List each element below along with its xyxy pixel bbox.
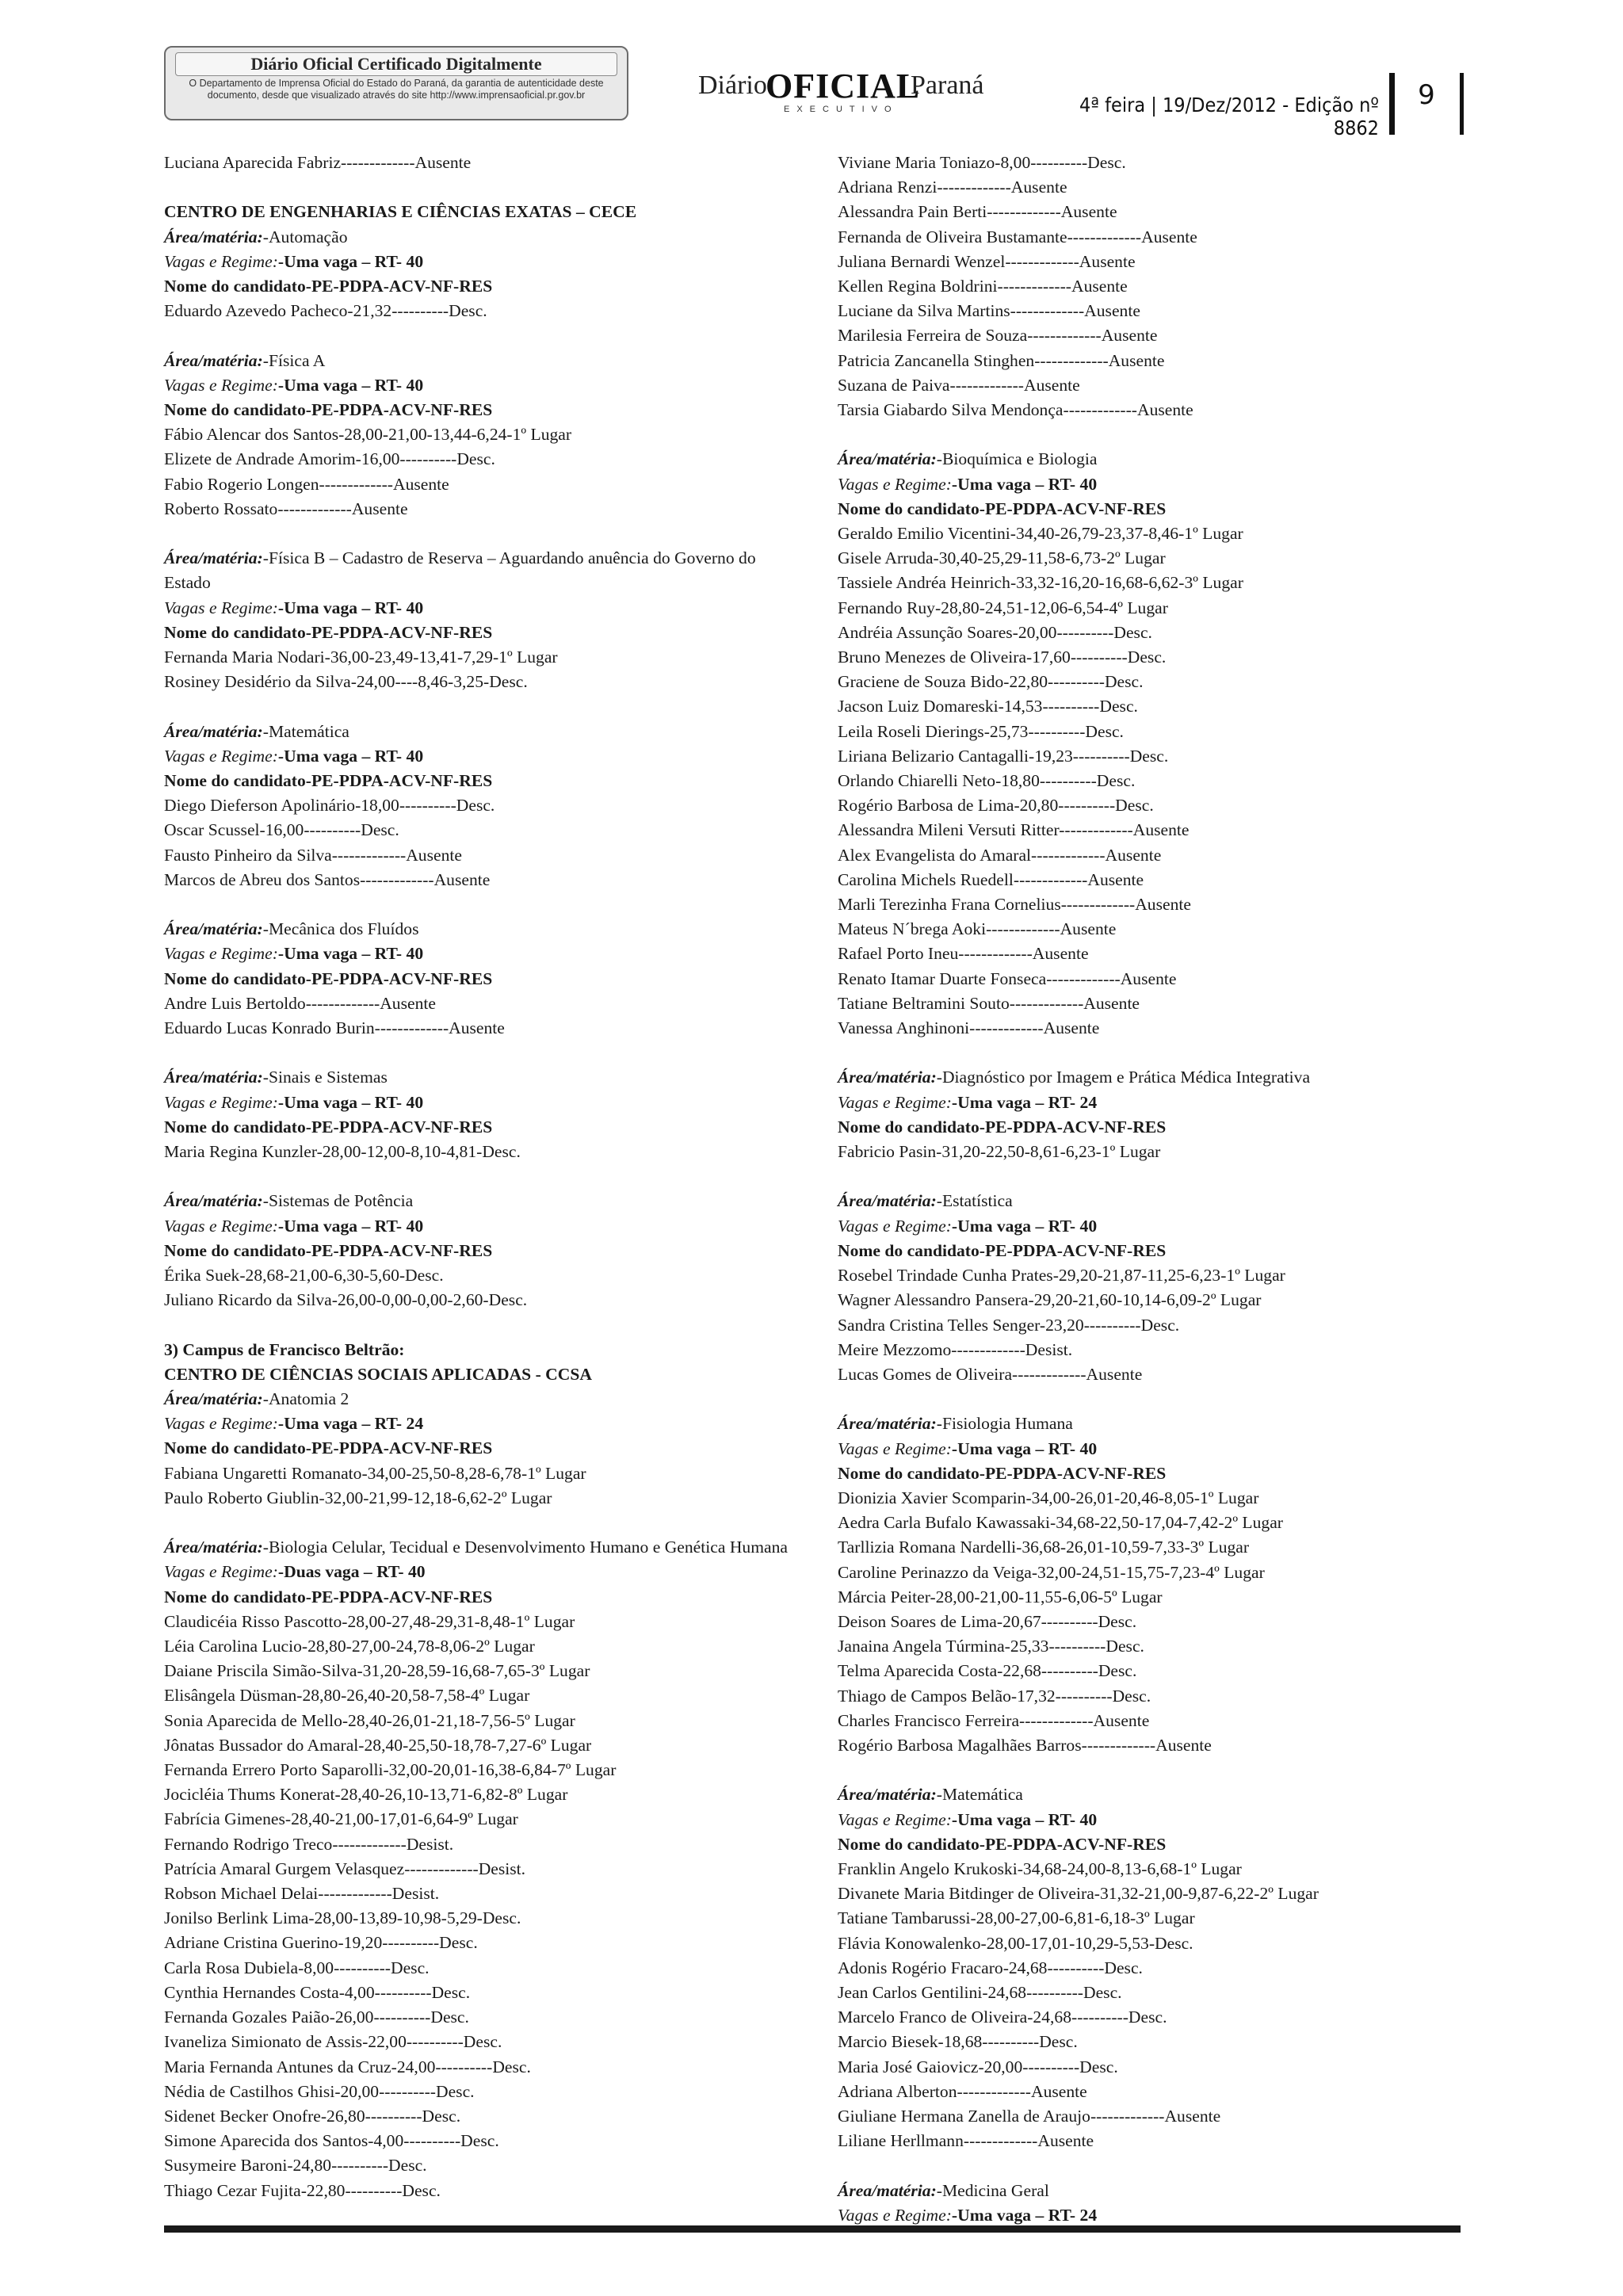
candidate-line: Marli Terezinha Frana Cornelius-------------Ausente [838, 895, 1191, 915]
spacer [838, 1387, 1472, 1412]
candidate-line: Susymeire Baroni-24,80----------Desc. [164, 2156, 427, 2176]
candidate-line: Juliana Bernardi Wenzel-------------Ausente [838, 251, 1136, 271]
vagas-label: Vagas e Regime: [164, 746, 278, 766]
area-value: -Sistemas de Potência [262, 1191, 414, 1211]
candidate-line: Bruno Menezes de Oliveira-17,60----------Desc. [838, 648, 1167, 667]
candidate-line: Jacson Luiz Domareski-14,53----------Desc. [838, 697, 1138, 716]
candidate-line: Diego Dieferson Apolinário-18,00----------Desc. [164, 796, 495, 816]
candidate-line: Elizete de Andrade Amorim-16,00----------Desc. [164, 449, 495, 469]
candidate-line: Carla Rosa Dubiela-8,00----------Desc. [164, 1958, 430, 1977]
candidate-line: Orlando Chiarelli Neto-18,80----------Desc. [838, 771, 1136, 791]
candidate-line: Cynthia Hernandes Costa-4,00----------Desc. [164, 1982, 471, 2002]
area-line [164, 546, 798, 595]
vagas-value: -Uma vaga – RT- 40 [277, 375, 424, 395]
candidate-line: Daiane Priscila Simão-Silva-31,20-28,59-16,68-7,65-3º Lugar [164, 1661, 590, 1681]
area-value: -Fisiologia Humana [936, 1414, 1073, 1434]
spacer [164, 175, 798, 200]
area-value: -Matemática [936, 1785, 1023, 1805]
logo-part-diario: Diário [698, 71, 767, 100]
area-label: Área/matéria: [164, 721, 263, 741]
area-value: -Diagnóstico por Imagem e Prática Médica Integrativa [936, 1068, 1311, 1087]
spacer [838, 1041, 1472, 1065]
header-divider-right [1460, 73, 1464, 135]
candidate-line: Roberto Rossato-------------Ausente [164, 499, 408, 518]
candidate-line: Oscar Scussel-16,00----------Desc. [164, 820, 399, 840]
candidate-line: Mateus N´brega Aoki-------------Ausente [838, 919, 1117, 939]
vagas-value: -Uma vaga – RT- 40 [277, 746, 424, 766]
candidate-line: Thiago Cezar Fujita-22,80----------Desc. [164, 2180, 441, 2200]
column-header-line: Nome do candidato-PE-PDPA-ACV-NF-RES [164, 771, 493, 791]
candidate-line: Sandra Cristina Telles Senger-23,20----------Desc. [838, 1315, 1180, 1335]
area-value: -Sinais e Sistemas [262, 1068, 388, 1087]
area-line [838, 1782, 1472, 1807]
candidate-line: Leila Roseli Dierings-25,73----------Desc. [838, 721, 1124, 741]
candidate-line: Paulo Roberto Giublin-32,00-21,99-12,18-6,62-2º Lugar [164, 1488, 552, 1507]
area-line [164, 1535, 798, 1560]
candidate-line: Fabiana Ungaretti Romanato-34,00-25,50-8,28-6,78-1º Lugar [164, 1463, 586, 1483]
page-number: 9 [1418, 79, 1435, 111]
area-value: -Física B – Cadastro de Reserva – Aguardando anuência do Governo do Estado [164, 548, 756, 593]
area-value: -Mecânica dos Fluídos [262, 919, 419, 939]
candidate-line: Elisângela Düsman-28,80-26,40-20,58-7,58-4º Lugar [164, 1686, 530, 1706]
spacer [838, 1758, 1472, 1782]
candidate-line: Fernando Rodrigo Treco-------------Desist. [164, 1834, 454, 1854]
candidate-line: Andréia Assunção Soares-20,00----------Desc. [838, 622, 1152, 642]
candidate-line: Aedra Carla Bufalo Kawassaki-34,68-22,50-17,04-7,42-2º Lugar [838, 1513, 1283, 1533]
area-value: -Anatomia 2 [262, 1389, 349, 1409]
candidate-line: Rafael Porto Ineu-------------Ausente [838, 944, 1089, 964]
candidate-line: Tarsia Giabardo Silva Mendonça-------------Ausente [838, 400, 1193, 420]
vagas-value: -Uma vaga – RT- 40 [277, 1092, 424, 1112]
vagas-label: Vagas e Regime: [838, 1092, 952, 1112]
candidate-line: Rosebel Trindade Cunha Prates-29,20-21,87-11,25-6,23-1º Lugar [838, 1266, 1285, 1286]
right-column [838, 151, 1472, 2228]
candidate-line: Márcia Peiter-28,00-21,00-11,55-6,06-5º Lugar [838, 1587, 1163, 1606]
vagas-label: Vagas e Regime: [164, 1562, 278, 1582]
vagas-label: Vagas e Regime: [164, 598, 278, 617]
column-header-line: Nome do candidato-PE-PDPA-ACV-NF-RES [838, 1834, 1167, 1854]
vagas-value: -Uma vaga – RT- 40 [951, 1216, 1098, 1236]
vagas-label: Vagas e Regime: [164, 1092, 278, 1112]
candidate-line: Alessandra Pain Berti-------------Ausente [838, 202, 1117, 222]
candidate-line: Franklin Angelo Krukoski-34,68-24,00-8,13-6,68-1º Lugar [838, 1859, 1242, 1878]
candidate-line: Nédia de Castilhos Ghisi-20,00----------Desc. [164, 2081, 475, 2101]
section-heading: 3) Campus de Francisco Beltrão: [164, 1339, 405, 1359]
candidate-line: Fernanda Gozales Paião-26,00----------Desc. [164, 2008, 469, 2027]
spacer [164, 521, 798, 546]
area-label: Área/matéria: [838, 2180, 937, 2200]
column-header-line: Nome do candidato-PE-PDPA-ACV-NF-RES [164, 277, 493, 296]
candidate-line: Suzana de Paiva-------------Ausente [838, 375, 1080, 395]
section-heading: CENTRO DE CIÊNCIAS SOCIAIS APLICADAS - CCSA [164, 1364, 592, 1384]
logo-part-oficial: OFICIAL [766, 67, 921, 105]
diario-oficial-logo [698, 67, 983, 115]
area-line [164, 1189, 798, 1213]
candidate-line: Alessandra Mileni Versuti Ritter-------------Ausente [838, 820, 1190, 840]
candidate-line: Divanete Maria Bitdinger de Oliveira-31,32-21,00-9,87-6,22-2º Lugar [838, 1884, 1319, 1904]
candidate-line: Carolina Michels Ruedell-------------Ausente [838, 869, 1144, 889]
candidate-line: Fabricio Pasin-31,20-22,50-8,61-6,23-1º Lugar [838, 1142, 1161, 1162]
vagas-value: -Uma vaga – RT- 40 [277, 1216, 424, 1236]
candidate-line: Marilesia Ferreira de Souza-------------Ausente [838, 326, 1158, 346]
spacer [164, 892, 798, 917]
candidate-line: Adriana Alberton-------------Ausente [838, 2081, 1087, 2101]
candidate-line: Tatiane Beltramini Souto-------------Ausente [838, 993, 1140, 1013]
digital-certificate-badge [164, 46, 628, 120]
spacer [838, 1164, 1472, 1189]
vagas-line [838, 1808, 1472, 1832]
candidate-line: Robson Michael Delai-------------Desist. [164, 1884, 440, 1904]
certificate-text: O Departamento de Imprensa Oficial do Estado do Paraná, da garantia de autenticidade deste documento, desde que visualizado através do site http://www.imprensaoficial.pr.gov.br [189, 78, 604, 101]
candidate-line: Geraldo Emilio Vicentini-34,40-26,79-23,37-8,46-1º Lugar [838, 524, 1243, 544]
candidate-line: Telma Aparecida Costa-22,68----------Desc. [838, 1661, 1137, 1681]
candidate-line: Wagner Alessandro Pansera-29,20-21,60-10,14-6,09-2º Lugar [838, 1290, 1262, 1310]
vagas-label: Vagas e Regime: [164, 251, 278, 271]
vagas-line [164, 942, 798, 966]
candidate-line: Fabrícia Gimenes-28,40-21,00-17,01-6,64-9º Lugar [164, 1809, 518, 1829]
area-line [164, 349, 798, 373]
vagas-line [164, 596, 798, 621]
candidate-line: Fábio Alencar dos Santos-28,00-21,00-13,44-6,24-1º Lugar [164, 425, 572, 445]
area-label: Área/matéria: [838, 1191, 937, 1211]
vagas-line [838, 1214, 1472, 1239]
candidate-line: Tatiane Tambarussi-28,00-27,00-6,81-6,18-3º Lugar [838, 1908, 1195, 1928]
vagas-value: -Uma vaga – RT- 24 [277, 1414, 424, 1434]
candidate-line: Fernanda Maria Nodari-36,00-23,49-13,41-7,29-1º Lugar [164, 648, 558, 667]
logo-part-parana: Paraná [911, 71, 984, 100]
spacer [164, 1164, 798, 1189]
candidate-line: Andre Luis Bertoldo-------------Ausente [164, 993, 436, 1013]
candidate-line: Patricia Zancanella Stinghen-------------Ausente [838, 350, 1165, 370]
candidate-line: Marcelo Franco de Oliveira-24,68----------Desc. [838, 2008, 1167, 2027]
area-label: Área/matéria: [164, 1068, 263, 1087]
candidate-line: Adonis Rogério Fracaro-24,68----------Desc. [838, 1958, 1143, 1977]
candidate-line: Liriana Belizario Cantagalli-19,23----------Desc. [838, 746, 1169, 766]
footer-rule [164, 2225, 1461, 2233]
vagas-line [838, 2203, 1472, 2228]
candidate-line: Janaina Angela Túrmina-25,33----------Desc. [838, 1637, 1144, 1656]
candidate-line: Simone Aparecida dos Santos-4,00----------Desc. [164, 2131, 499, 2151]
candidate-line: Maria José Gaiovicz-20,00----------Desc. [838, 2057, 1118, 2076]
candidate-line: Tarllizia Romana Nardelli-36,68-26,01-10,59-7,33-3º Lugar [838, 1538, 1250, 1557]
candidate-line: Kellen Regina Boldrini-------------Ausente [838, 277, 1128, 296]
candidate-line: Graciene de Souza Bido-22,80----------Desc. [838, 672, 1144, 692]
candidate-line: Vanessa Anghinoni-------------Ausente [838, 1018, 1100, 1038]
candidate-line: Rogério Barbosa de Lima-20,80----------Desc. [838, 796, 1154, 816]
area-label: Área/matéria: [838, 1785, 937, 1805]
candidate-line: Rosiney Desidério da Silva-24,00----8,46-3,25-Desc. [164, 672, 528, 692]
candidate-line: Adriana Renzi-------------Ausente [838, 178, 1067, 197]
candidate-line: Dionizia Xavier Scomparin-34,00-26,01-20,46-8,05-1º Lugar [838, 1488, 1259, 1507]
column-header-line: Nome do candidato-PE-PDPA-ACV-NF-RES [164, 1438, 493, 1458]
area-label: Área/matéria: [164, 350, 263, 370]
vagas-label: Vagas e Regime: [164, 1216, 278, 1236]
vagas-line [838, 1091, 1472, 1115]
vagas-line [838, 1437, 1472, 1461]
vagas-label: Vagas e Regime: [164, 1414, 278, 1434]
vagas-value: -Uma vaga – RT- 40 [277, 944, 424, 964]
candidate-line: Jocicléia Thums Konerat-28,40-26,10-13,71-6,82-8º Lugar [164, 1785, 568, 1805]
column-header-line: Nome do candidato-PE-PDPA-ACV-NF-RES [164, 1587, 493, 1606]
column-header-line: Nome do candidato-PE-PDPA-ACV-NF-RES [164, 1240, 493, 1260]
area-line [164, 1065, 798, 1090]
area-label: Área/matéria: [164, 1538, 263, 1557]
vagas-value: -Uma vaga – RT- 24 [951, 1092, 1098, 1112]
area-line [838, 1189, 1472, 1213]
vagas-value: -Uma vaga – RT- 40 [951, 1438, 1098, 1458]
candidate-line: Luciana Aparecida Fabriz-------------Ausente [164, 153, 472, 172]
candidate-line: Fausto Pinheiro da Silva-------------Ausente [164, 845, 462, 865]
area-line [838, 447, 1472, 472]
area-label: Área/matéria: [838, 1068, 937, 1087]
left-column [164, 151, 798, 2203]
vagas-line [838, 472, 1472, 497]
area-value: -Estatística [936, 1191, 1013, 1211]
spacer [164, 1041, 798, 1065]
edition-info: 4ª feira | 19/Dez/2012 - Edição nº 8862 [1079, 94, 1379, 139]
vagas-label: Vagas e Regime: [838, 1438, 952, 1458]
vagas-label: Vagas e Regime: [838, 474, 952, 494]
candidate-line: Adriane Cristina Guerino-19,20----------Desc. [164, 1933, 478, 1953]
vagas-value: -Uma vaga – RT- 24 [951, 2205, 1098, 2225]
candidate-line: Jonilso Berlink Lima-28,00-13,89-10,98-5,29-Desc. [164, 1908, 521, 1928]
candidate-line: Sidenet Becker Onofre-26,80----------Desc. [164, 2106, 461, 2126]
candidate-line: Maria Regina Kunzler-28,00-12,00-8,10-4,81-Desc. [164, 1142, 521, 1162]
candidate-line: Liliane Herllmann-------------Ausente [838, 2131, 1094, 2151]
candidate-line: Juliano Ricardo da Silva-26,00-0,00-0,00-2,60-Desc. [164, 1290, 528, 1310]
candidate-line: Luciane da Silva Martins-------------Ausente [838, 301, 1140, 321]
spacer [164, 1511, 798, 1535]
candidate-line: Viviane Maria Toniazo-8,00----------Desc. [838, 153, 1126, 172]
candidate-line: Claudicéia Risso Pascotto-28,00-27,48-29,31-8,48-1º Lugar [164, 1611, 575, 1631]
candidate-line: Fabio Rogerio Longen-------------Ausente [164, 474, 449, 494]
area-value: -Biologia Celular, Tecidual e Desenvolvimento Humano e Genética Humana [262, 1538, 788, 1557]
candidate-line: Léia Carolina Lucio-28,80-27,00-24,78-8,06-2º Lugar [164, 1637, 535, 1656]
certificate-title: Diário Oficial Certificado Digitalmente [175, 52, 617, 76]
vagas-label: Vagas e Regime: [164, 944, 278, 964]
candidate-line: Fernanda de Oliveira Bustamante-------------Ausente [838, 227, 1197, 246]
vagas-line [164, 1091, 798, 1115]
candidate-line: Thiago de Campos Belão-17,32----------Desc. [838, 1686, 1151, 1706]
candidate-line: Charles Francisco Ferreira-------------Ausente [838, 1710, 1150, 1730]
column-header-line: Nome do candidato-PE-PDPA-ACV-NF-RES [164, 400, 493, 419]
area-label: Área/matéria: [164, 1389, 263, 1409]
candidate-line: Patrícia Amaral Gurgem Velasquez-------------Desist. [164, 1859, 526, 1878]
candidate-line: Rogério Barbosa Magalhães Barros-------------Ausente [838, 1735, 1212, 1755]
candidate-line: Érika Suek-28,68-21,00-6,30-5,60-Desc. [164, 1266, 444, 1286]
candidate-line: Fernanda Errero Porto Saparolli-32,00-20,01-16,38-6,84-7º Lugar [164, 1760, 617, 1780]
column-header-line: Nome do candidato-PE-PDPA-ACV-NF-RES [838, 1117, 1167, 1137]
spacer [164, 1312, 798, 1337]
logo-part-executivo: EXECUTIVO [784, 105, 899, 114]
candidate-line: Marcos de Abreu dos Santos-------------Ausente [164, 869, 491, 889]
vagas-label: Vagas e Regime: [838, 1216, 952, 1236]
vagas-value: -Duas vaga – RT- 40 [277, 1562, 426, 1582]
page-header [0, 0, 1623, 143]
spacer [838, 2153, 1472, 2178]
area-line [164, 1387, 798, 1412]
candidate-line: Eduardo Lucas Konrado Burin-------------Ausente [164, 1018, 505, 1038]
candidate-line: Alex Evangelista do Amaral-------------Ausente [838, 845, 1162, 865]
spacer [164, 323, 798, 348]
area-value: -Física A [262, 350, 326, 370]
vagas-value: -Uma vaga – RT- 40 [277, 598, 424, 617]
area-line [838, 1412, 1472, 1436]
vagas-label: Vagas e Regime: [838, 1809, 952, 1829]
area-label: Área/matéria: [164, 548, 263, 568]
area-value: -Automação [262, 227, 348, 246]
vagas-value: -Uma vaga – RT- 40 [951, 1809, 1098, 1829]
candidate-line: Gisele Arruda-30,40-25,29-11,58-6,73-2º Lugar [838, 548, 1166, 568]
area-line [838, 2179, 1472, 2203]
candidate-line: Flávia Konowalenko-28,00-17,01-10,29-5,53-Desc. [838, 1933, 1193, 1953]
vagas-line [164, 1214, 798, 1239]
vagas-label: Vagas e Regime: [838, 2205, 952, 2225]
area-line [164, 225, 798, 250]
vagas-line [164, 250, 798, 274]
candidate-line: Ivaneliza Simionato de Assis-22,00----------Desc. [164, 2032, 502, 2052]
area-label: Área/matéria: [838, 449, 937, 469]
spacer [164, 694, 798, 719]
area-value: -Matemática [262, 721, 349, 741]
candidate-line: Lucas Gomes de Oliveira-------------Ausente [838, 1364, 1143, 1384]
column-header-line: Nome do candidato-PE-PDPA-ACV-NF-RES [838, 1463, 1167, 1483]
column-header-line: Nome do candidato-PE-PDPA-ACV-NF-RES [164, 1117, 493, 1137]
candidate-line: Giuliane Hermana Zanella de Araujo-------------Ausente [838, 2106, 1221, 2126]
candidate-line: Jônatas Bussador do Amaral-28,40-25,50-18,78-7,27-6º Lugar [164, 1735, 592, 1755]
candidate-line: Meire Mezzomo-------------Desist. [838, 1339, 1073, 1359]
vagas-line [164, 1560, 798, 1584]
column-header-line: Nome do candidato-PE-PDPA-ACV-NF-RES [164, 622, 493, 642]
area-label: Área/matéria: [164, 1191, 263, 1211]
column-header-line: Nome do candidato-PE-PDPA-ACV-NF-RES [164, 968, 493, 988]
candidate-line: Jean Carlos Gentilini-24,68----------Desc. [838, 1982, 1122, 2002]
section-heading: CENTRO DE ENGENHARIAS E CIÊNCIAS EXATAS – CECE [164, 202, 637, 222]
area-label: Área/matéria: [164, 919, 263, 939]
vagas-line [164, 1412, 798, 1436]
vagas-value: -Uma vaga – RT- 40 [277, 251, 424, 271]
area-value: -Medicina Geral [936, 2180, 1049, 2200]
area-line [838, 1065, 1472, 1090]
candidate-line: Sonia Aparecida de Mello-28,40-26,01-21,18-7,56-5º Lugar [164, 1710, 575, 1730]
candidate-line: Deison Soares de Lima-20,67----------Desc. [838, 1611, 1137, 1631]
area-label: Área/matéria: [164, 227, 263, 246]
vagas-line [164, 373, 798, 398]
vagas-line [164, 744, 798, 769]
candidate-line: Marcio Biesek-18,68----------Desc. [838, 2032, 1078, 2052]
candidate-line: Tassiele Andréa Heinrich-33,32-16,20-16,68-6,62-3º Lugar [838, 573, 1243, 593]
header-divider [1389, 73, 1395, 135]
area-line [164, 720, 798, 744]
candidate-line: Fernando Ruy-28,80-24,51-12,06-6,54-4º Lugar [838, 598, 1168, 617]
vagas-value: -Uma vaga – RT- 40 [951, 474, 1098, 494]
area-label: Área/matéria: [838, 1414, 937, 1434]
column-header-line: Nome do candidato-PE-PDPA-ACV-NF-RES [838, 1240, 1167, 1260]
vagas-label: Vagas e Regime: [164, 375, 278, 395]
column-header-line: Nome do candidato-PE-PDPA-ACV-NF-RES [838, 499, 1167, 518]
candidate-line: Caroline Perinazzo da Veiga-32,00-24,51-15,75-7,23-4º Lugar [838, 1562, 1265, 1582]
area-line [164, 917, 798, 942]
candidate-line: Renato Itamar Duarte Fonseca-------------Ausente [838, 968, 1177, 988]
area-value: -Bioquímica e Biologia [936, 449, 1098, 469]
candidate-line: Eduardo Azevedo Pacheco-21,32----------Desc. [164, 301, 487, 321]
spacer [838, 422, 1472, 447]
candidate-line: Maria Fernanda Antunes da Cruz-24,00----------Desc. [164, 2057, 531, 2076]
